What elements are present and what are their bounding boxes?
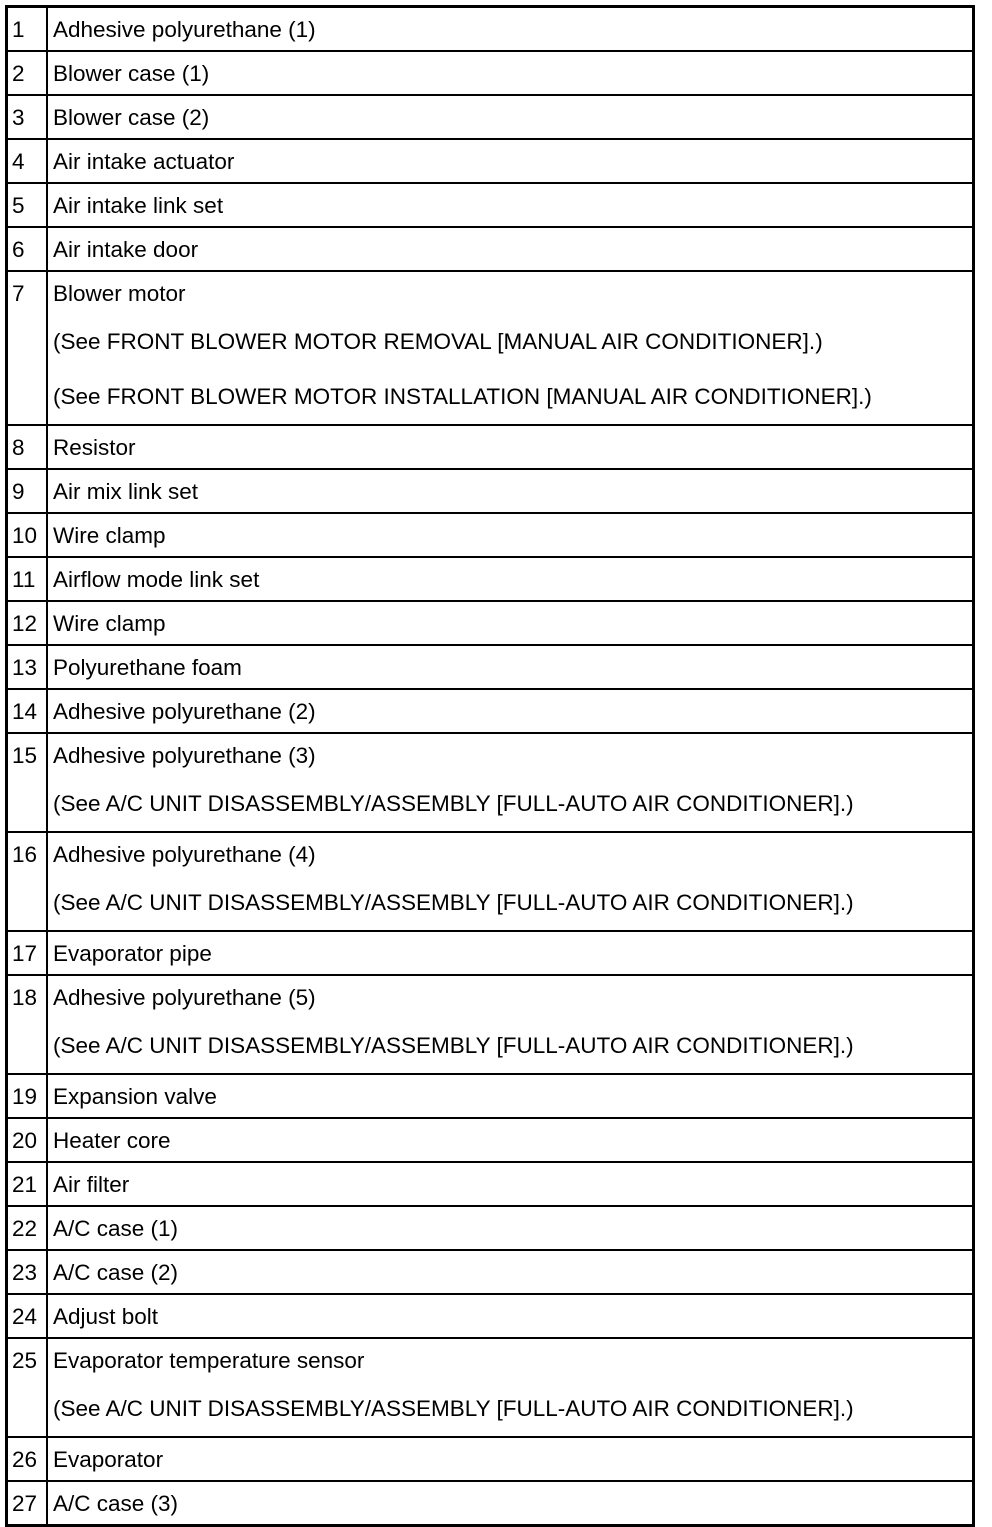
table-row	[7, 513, 974, 557]
part-name: Adjust bolt	[53, 1304, 159, 1329]
part-number: 10	[7, 513, 48, 557]
table-row	[7, 95, 974, 139]
part-name: Air intake actuator	[53, 149, 235, 174]
part-description	[47, 95, 974, 139]
part-name: Air intake door	[53, 237, 199, 262]
part-number: 27	[7, 1481, 48, 1526]
part-number: 20	[7, 1118, 48, 1162]
part-name: Air filter	[53, 1172, 130, 1197]
part-number: 17	[7, 931, 48, 975]
part-name: Polyurethane foam	[53, 655, 242, 680]
part-name: Blower case (1)	[53, 61, 210, 86]
part-description	[47, 1118, 974, 1162]
table-row	[7, 1437, 974, 1481]
table-row	[7, 1118, 974, 1162]
reference-note: (See A/C UNIT DISASSEMBLY/ASSEMBLY [FULL-AUTO AIR CONDITIONER].)	[53, 791, 854, 816]
part-number: 19	[7, 1074, 48, 1118]
table-row	[7, 1250, 974, 1294]
part-description	[47, 645, 974, 689]
part-number: 3	[7, 95, 48, 139]
part-name: Adhesive polyurethane (2)	[53, 699, 316, 724]
part-description	[47, 689, 974, 733]
part-name: Wire clamp	[53, 523, 166, 548]
table-row	[7, 1206, 974, 1250]
part-name: Blower case (2)	[53, 105, 210, 130]
part-name: Adhesive polyurethane (4)	[53, 842, 316, 867]
part-number: 15	[7, 733, 48, 832]
table-row	[7, 601, 974, 645]
table-row	[7, 733, 974, 832]
part-description	[47, 832, 974, 931]
part-name: Wire clamp	[53, 611, 166, 636]
part-description	[47, 601, 974, 645]
part-description	[47, 975, 974, 1074]
part-name: Air intake link set	[53, 193, 224, 218]
table-row	[7, 1294, 974, 1338]
table-row	[7, 469, 974, 513]
table-row	[7, 183, 974, 227]
reference-note: (See FRONT BLOWER MOTOR INSTALLATION [MANUAL AIR CONDITIONER].)	[53, 384, 872, 409]
table-row	[7, 7, 974, 52]
table-row	[7, 51, 974, 95]
part-number: 1	[7, 7, 48, 52]
part-number: 11	[7, 557, 48, 601]
part-description	[47, 1162, 974, 1206]
table-row	[7, 1481, 974, 1526]
table-row	[7, 975, 974, 1074]
part-name: Resistor	[53, 435, 136, 460]
part-name: Evaporator temperature sensor	[53, 1348, 365, 1373]
part-description	[47, 1294, 974, 1338]
part-description	[47, 1437, 974, 1481]
part-number: 22	[7, 1206, 48, 1250]
table-row	[7, 557, 974, 601]
part-description	[47, 1074, 974, 1118]
reference-note: (See A/C UNIT DISASSEMBLY/ASSEMBLY [FULL-AUTO AIR CONDITIONER].)	[53, 890, 854, 915]
table-row	[7, 1074, 974, 1118]
table-row	[7, 1162, 974, 1206]
part-number: 18	[7, 975, 48, 1074]
part-description	[47, 7, 974, 52]
part-description	[47, 425, 974, 469]
table-row	[7, 689, 974, 733]
table-row	[7, 832, 974, 931]
part-description	[47, 139, 974, 183]
part-description	[47, 557, 974, 601]
part-number: 25	[7, 1338, 48, 1437]
part-name: Expansion valve	[53, 1084, 217, 1109]
table-row	[7, 139, 974, 183]
part-description	[47, 469, 974, 513]
part-description	[47, 51, 974, 95]
part-name: A/C case (3)	[53, 1491, 179, 1516]
part-name: Adhesive polyurethane (3)	[53, 743, 316, 768]
table-row	[7, 271, 974, 425]
part-number: 21	[7, 1162, 48, 1206]
part-number: 16	[7, 832, 48, 931]
part-description	[47, 1338, 974, 1437]
part-description	[47, 227, 974, 271]
part-name: Evaporator	[53, 1447, 164, 1472]
parts-table	[5, 5, 975, 1527]
part-number: 26	[7, 1437, 48, 1481]
table-row	[7, 645, 974, 689]
part-description	[47, 1250, 974, 1294]
part-number: 2	[7, 51, 48, 95]
part-name: A/C case (1)	[53, 1216, 179, 1241]
table-row	[7, 1338, 974, 1437]
part-name: Adhesive polyurethane (5)	[53, 985, 316, 1010]
table-row	[7, 931, 974, 975]
part-name: Adhesive polyurethane (1)	[53, 17, 316, 42]
reference-note: (See FRONT BLOWER MOTOR REMOVAL [MANUAL AIR CONDITIONER].)	[53, 329, 823, 354]
table-row	[7, 425, 974, 469]
part-name: Evaporator pipe	[53, 941, 212, 966]
reference-note: (See A/C UNIT DISASSEMBLY/ASSEMBLY [FULL-AUTO AIR CONDITIONER].)	[53, 1033, 854, 1058]
part-number: 4	[7, 139, 48, 183]
parts-table-body	[7, 7, 974, 1526]
part-number: 24	[7, 1294, 48, 1338]
part-number: 14	[7, 689, 48, 733]
part-number: 6	[7, 227, 48, 271]
part-number: 9	[7, 469, 48, 513]
part-number: 12	[7, 601, 48, 645]
part-description	[47, 271, 974, 425]
table-row	[7, 227, 974, 271]
part-description	[47, 1206, 974, 1250]
part-number: 13	[7, 645, 48, 689]
part-description	[47, 513, 974, 557]
part-name: Airflow mode link set	[53, 567, 260, 592]
part-name: Blower motor	[53, 281, 186, 306]
part-description	[47, 183, 974, 227]
part-name: Heater core	[53, 1128, 171, 1153]
reference-note: (See A/C UNIT DISASSEMBLY/ASSEMBLY [FULL-AUTO AIR CONDITIONER].)	[53, 1396, 854, 1421]
part-name: Air mix link set	[53, 479, 199, 504]
part-number: 23	[7, 1250, 48, 1294]
part-description	[47, 931, 974, 975]
part-description	[47, 1481, 974, 1526]
part-number: 8	[7, 425, 48, 469]
part-number: 7	[7, 271, 48, 425]
part-name: A/C case (2)	[53, 1260, 179, 1285]
part-number: 5	[7, 183, 48, 227]
part-description	[47, 733, 974, 832]
